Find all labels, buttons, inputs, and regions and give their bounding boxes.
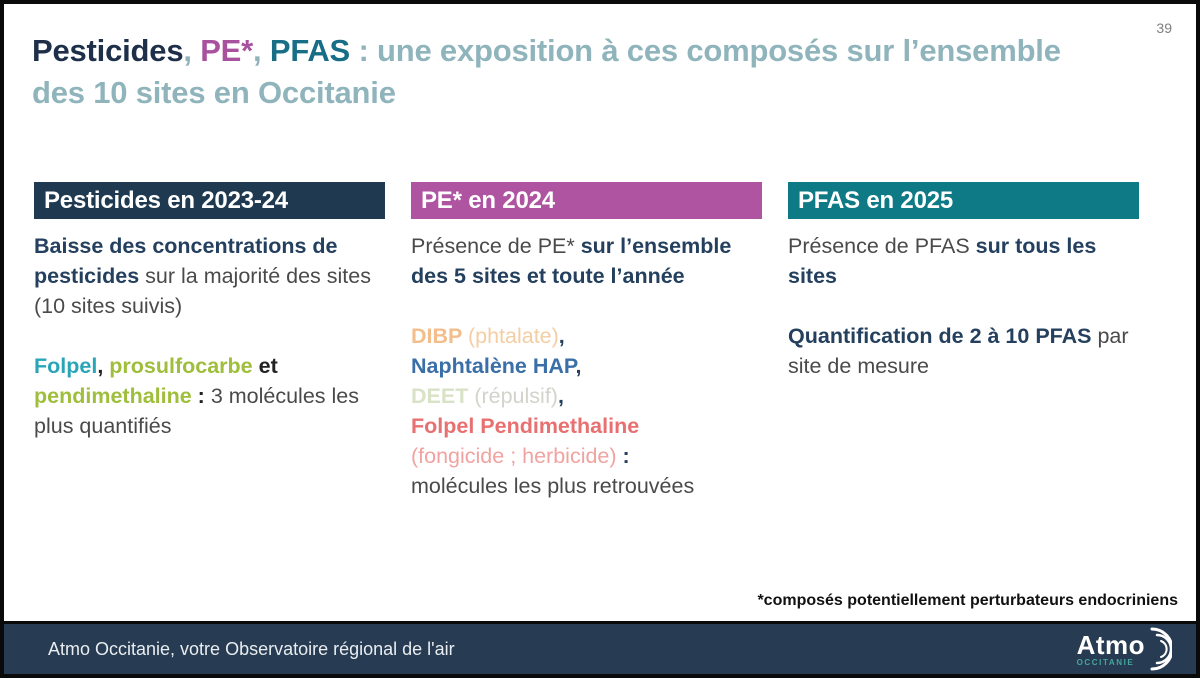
logo-arcs-icon (1148, 626, 1172, 672)
column-pesticides (34, 182, 385, 501)
title-segment-pfas: PFAS (269, 33, 351, 68)
column-header-pesticides: Pesticides en 2023-24 (34, 182, 385, 219)
molecule-prosulfocarbe: prosulfocarbe (109, 354, 253, 378)
text-segment: et (252, 354, 278, 378)
title-segment-pesticides: Pesticides (32, 33, 184, 68)
title-segment-pe: PE* (200, 33, 254, 68)
title-segment-rest-line1: : une exposition à ces composés sur l’ensemble (350, 33, 1061, 68)
text-segment: sur la majorité des sites (10 sites suivis) (34, 264, 371, 318)
pe-molecule-list (411, 321, 762, 501)
text-segment: sur l’ensemble des 5 sites et toute l’année (411, 234, 732, 288)
column-pfas (788, 182, 1139, 501)
footer-bar (4, 621, 1196, 674)
text-segment: par site de mesure (788, 324, 1129, 378)
text-segment: Présence de PFAS (788, 234, 976, 258)
text-segment: Présence de PE* (411, 234, 581, 258)
text-segment: , (575, 354, 582, 378)
pesticides-paragraph-2 (34, 351, 385, 441)
fongicide-herbicide-note: (fongicide ; herbicide) (411, 444, 617, 468)
title-separator: , (183, 33, 201, 68)
page-number: 39 (1156, 20, 1172, 36)
text-segment: sur tous les sites (788, 234, 1097, 288)
logo-brand-text: Atmo (1076, 629, 1145, 660)
page-title (32, 30, 1172, 114)
text-segment: molécules les plus retrouvées (411, 474, 695, 498)
footnote-pe-definition: *composés potentiellement perturbateurs endocriniens (757, 592, 1178, 609)
logo-text (1076, 629, 1145, 667)
text-segment: Baisse des concentrations de pesticides (34, 234, 338, 288)
molecule-folpel-pendimethaline: Folpel Pendimethaline (411, 414, 640, 438)
text-segment: , (97, 354, 110, 378)
text-segment: : (191, 384, 211, 408)
deet-note: (répulsif) (474, 384, 558, 408)
text-segment: , (557, 384, 564, 408)
molecule-deet: DEET (411, 384, 475, 408)
pfas-paragraph-2 (788, 321, 1139, 381)
pesticides-paragraph-1 (34, 231, 385, 321)
column-header-pe: PE* en 2024 (411, 182, 762, 219)
text-segment: : (616, 444, 630, 468)
title-separator: , (253, 33, 270, 68)
column-header-pfas: PFAS en 2025 (788, 182, 1139, 219)
dibp-note: (phtalate) (467, 324, 559, 348)
pe-paragraph-1 (411, 231, 762, 291)
footer-caption: Atmo Occitanie, votre Observatoire régional de l'air (48, 638, 455, 659)
molecule-naphtalene: Naphtalène HAP (411, 354, 576, 378)
text-segment: , (558, 324, 565, 348)
logo-region-text: OCCITANIE (1076, 657, 1135, 667)
pfas-paragraph-1 (788, 231, 1139, 291)
molecule-folpel: Folpel (34, 354, 98, 378)
content-columns (34, 182, 1139, 501)
text-segment: Quantification de 2 à 10 PFAS (788, 324, 1092, 348)
molecule-pendimethaline: pendimethaline (34, 384, 192, 408)
molecule-dibp: DIBP (411, 324, 468, 348)
column-pe (411, 182, 762, 501)
text-segment: 3 molécules les plus quantifiés (34, 384, 359, 438)
atmo-occitanie-logo (1077, 626, 1172, 672)
title-segment-rest-line2: des 10 sites en Occitanie (32, 75, 396, 110)
